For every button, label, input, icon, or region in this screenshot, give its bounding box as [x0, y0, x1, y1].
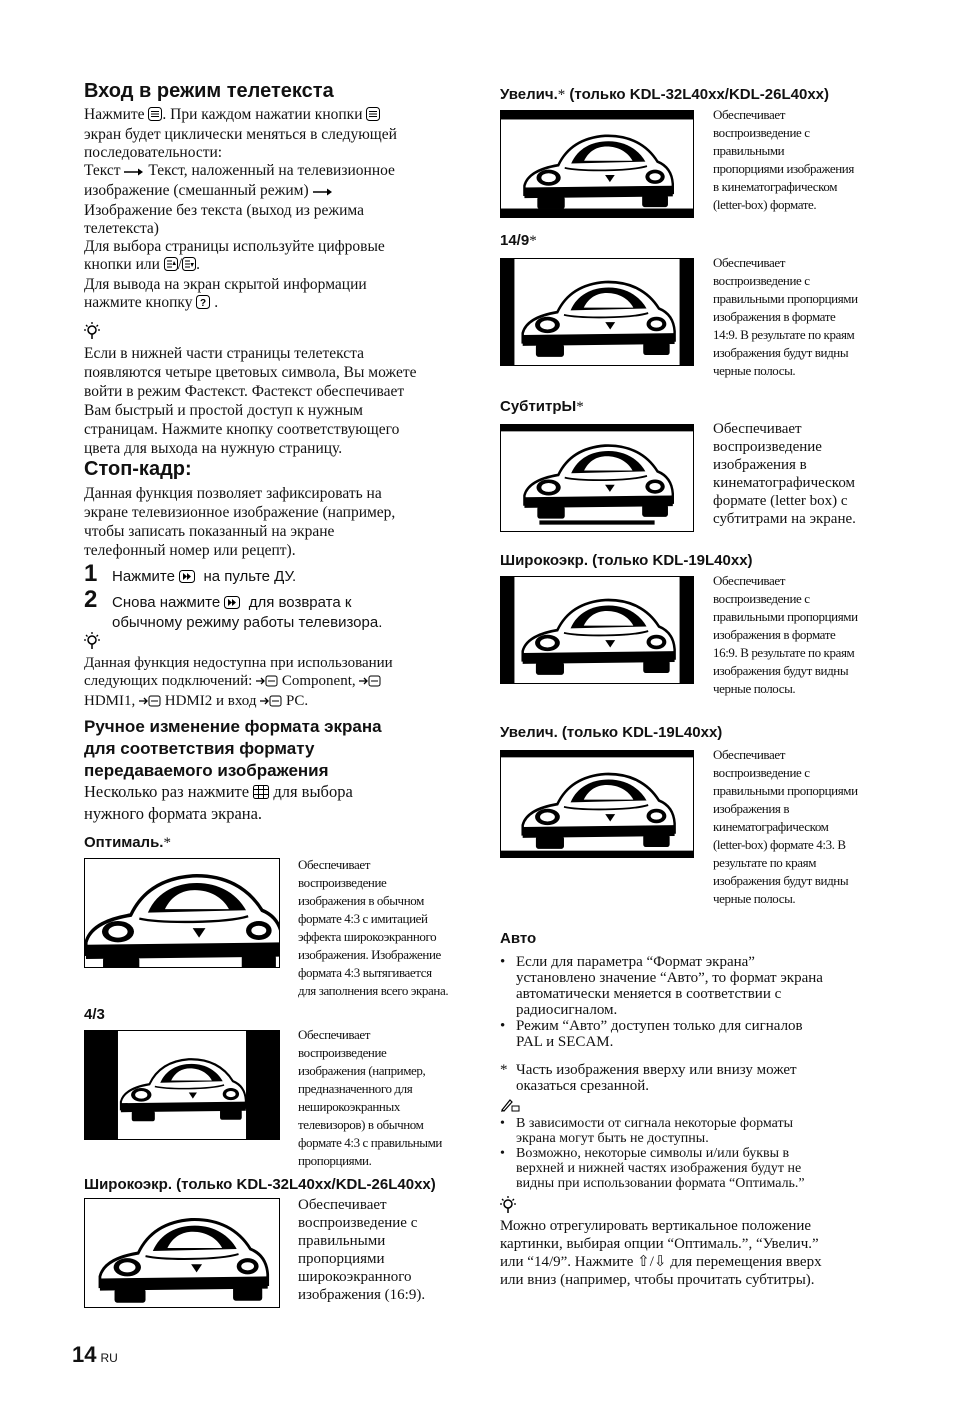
teletext-tip-line: страницам. Нажмите кнопку соответствующего	[84, 421, 400, 438]
teletext-line: экран будет циклически меняться в следующей	[84, 126, 397, 143]
page-number: 14	[72, 1342, 97, 1367]
step-2-c: обычному режиму работы телевизора.	[112, 614, 383, 631]
freeze-button-icon	[224, 596, 240, 614]
mode-caption: Обеспечивает воспроизведение с правильными пропорциями широкоэкранного изображения (16:9).	[298, 1197, 426, 1303]
auto-bullets	[500, 954, 880, 1050]
step-2-b: для возврата к	[248, 594, 352, 611]
format-preview-image	[500, 750, 694, 858]
teletext-line: Нажмите . При каждом нажатии кнопки	[84, 106, 464, 126]
freeze-tip-line: HDMI1, HDMI2 и вход PC.	[84, 692, 464, 712]
teletext-tip-line: цвета для выхода на нужную страницу.	[84, 440, 343, 457]
mode-caption: Обеспечивает воспроизведение с правильными пропорциями изображения в кинематографическом (letter-box) формате.	[713, 107, 854, 212]
note-bullet: • В зависимости от сигнала некоторые форматы экрана могут быть не доступны.	[500, 1116, 793, 1146]
input-icon	[256, 674, 278, 692]
mode-caption: Обеспечивает воспроизведение изображения в кинематографическом формате (letter box) с субтитрами на экране.	[713, 421, 856, 527]
auto-footnote	[500, 1062, 880, 1094]
format-title	[84, 716, 464, 782]
freeze-steps	[84, 560, 464, 632]
teletext-tip-line: Если в нижней части страницы телетекста	[84, 345, 365, 362]
teletext-tip	[84, 344, 464, 458]
bullet-mark: •	[500, 1018, 506, 1034]
format-preview-image	[500, 576, 694, 684]
freeze-button-icon	[179, 570, 195, 588]
freeze-tip-line: Данная функция недоступна при использовании	[84, 655, 393, 671]
note-icon	[500, 1098, 520, 1117]
mode-label: 4/3	[84, 1006, 105, 1023]
format-intro	[84, 782, 464, 824]
page-footer	[72, 1342, 118, 1368]
page-language: RU	[100, 1351, 118, 1365]
freeze-line: чтобы записать показанный на экране	[84, 523, 335, 540]
step-2-number: 2	[84, 586, 98, 613]
auto-tip-line: Можно отрегулировать вертикальное положение	[500, 1218, 812, 1234]
reveal-icon	[196, 295, 210, 314]
format-title-line: для соответствия формату	[84, 739, 315, 758]
input-icon	[359, 674, 381, 692]
step-2-a: Снова нажмите	[112, 594, 221, 611]
mode-caption: Обеспечивает воспроизведение с правильными пропорциями изображения в кинематографическом (letter-box) формате 4:3. В результате по краям изображения будут видны черные полосы.	[713, 747, 858, 906]
teletext-line: нажмите кнопку ? .	[84, 294, 464, 314]
input-icon	[260, 694, 282, 712]
format-title-line: передаваемого изображения	[84, 761, 329, 780]
auto-bullet: • Если для параметра “Формат экрана” установлено значение “Авто”, то формат экрана автоматически меняется в соответствии с радиосигналом.	[500, 954, 823, 1018]
mode-label: Оптималь.*	[84, 834, 171, 851]
format-preview-image	[500, 424, 694, 532]
wide-mode-icon	[253, 784, 269, 804]
teletext-icon	[366, 107, 380, 126]
mode-label: Широкоэкр. (только KDL-32L40xx/KDL-26L40xx)	[84, 1176, 436, 1193]
auto-tip-line: картинки, выбирая опции “Оптималь.”, “Увелич.”	[500, 1236, 819, 1252]
freeze-tip-line: следующих подключений: Component,	[84, 672, 464, 692]
arrow-icon	[313, 184, 333, 202]
bullet-mark: •	[500, 1146, 505, 1161]
teletext-tip-line: войти в режим Фастекст. Фастекст обеспечивает	[84, 383, 405, 400]
freeze-line: экране телевизионное изображение (например,	[84, 504, 396, 521]
mode-label: 14/9*	[500, 232, 537, 249]
page-down-icon	[182, 257, 196, 276]
mode-caption: Обеспечивает воспроизведение с правильными пропорциями изображения в формате 16:9. В результате по краям изображения будут видны черные полосы.	[713, 573, 858, 696]
input-icon	[139, 694, 161, 712]
freeze-line: телефонный номер или рецепт).	[84, 542, 296, 559]
freeze-tip	[84, 654, 464, 712]
up-arrow-icon: ⇧	[637, 1254, 650, 1270]
auto-tip-line: или “14/9”. Нажмите ⇧/⇩ для перемещения вверх	[500, 1254, 822, 1270]
mode-label: Увелич.* (только KDL-32L40xx/KDL-26L40xx)	[500, 86, 829, 103]
step-1-text	[112, 568, 296, 588]
mode-caption: Обеспечивает воспроизведение изображения (например, предназначенного для неширокоэкранных телевизоров) в обычном формате 4:3 с правильными пропорциями.	[298, 1027, 442, 1168]
format-title-line: Ручное изменение формата экрана	[84, 717, 382, 736]
mode-label: Увелич. (только KDL-19L40xx)	[500, 724, 723, 741]
teletext-line: Для вывода на экран скрытой информации	[84, 276, 367, 293]
teletext-icon	[148, 107, 162, 126]
teletext-line: телетекста)	[84, 220, 159, 237]
format-preview-image	[84, 858, 280, 968]
footnote-mark: *	[500, 1062, 508, 1078]
down-arrow-icon: ⇩	[653, 1254, 667, 1270]
tip-icon	[84, 322, 100, 345]
freeze-line: Данная функция позволяет зафиксировать на	[84, 485, 382, 502]
teletext-tip-line: Вам быстрый и простой доступ к нужным	[84, 402, 363, 419]
arrow-icon	[124, 164, 144, 182]
mode-caption: Обеспечивает воспроизведение изображения в обычном формате 4:3 с имитацией эффекта широкоэкранного изображения. Изображение формата 4:3 вытягивается для заполнения всего экрана.	[298, 857, 449, 998]
note-bullets	[500, 1116, 880, 1191]
format-preview-image	[84, 1030, 280, 1140]
step-1-a: Нажмите	[112, 568, 175, 585]
bullet-mark: •	[500, 954, 506, 970]
teletext-line: последовательности:	[84, 144, 223, 161]
mode-caption: Обеспечивает воспроизведение с правильными пропорциями изображения в формате 14:9. В результате по краям изображения будут видны черные полосы.	[713, 255, 858, 378]
footnote: * Часть изображения вверху или внизу может оказаться срезанной.	[500, 1062, 797, 1094]
teletext-body	[84, 106, 464, 314]
tip-icon	[500, 1196, 516, 1219]
auto-tip-line: или вниз (например, чтобы прочитать субтитры).	[500, 1272, 815, 1288]
note-bullet: • Возможно, некоторые символы и/или буквы в верхней и нижней частях изображения будут не видны при использовании формата “Оптималь.”	[500, 1146, 805, 1191]
bullet-mark: •	[500, 1116, 505, 1131]
auto-tip	[500, 1217, 880, 1289]
format-preview-image	[500, 258, 694, 366]
format-preview-image	[84, 1198, 280, 1308]
teletext-line: изображение (смешанный режим)	[84, 182, 464, 202]
teletext-title: Вход в режим телетекста	[84, 80, 334, 102]
auto-title: Авто	[500, 930, 537, 947]
format-preview-image	[500, 110, 694, 218]
step-1-b: на пульте ДУ.	[203, 568, 297, 585]
mode-label: СубтитрЫ*	[500, 398, 584, 415]
teletext-line: кнопки или / .	[84, 256, 464, 276]
format-intro-line: Несколько раз нажмите для выбора	[84, 782, 464, 804]
teletext-line: Изображение без текста (выход из режима	[84, 202, 364, 219]
mode-label: Широкоэкр. (только KDL-19L40xx)	[500, 552, 753, 569]
tip-icon	[84, 632, 100, 655]
auto-bullet: • Режим “Авто” доступен только для сигналов PAL и SECAM.	[500, 1018, 803, 1050]
teletext-line: Текст Текст, наложенный на телевизионное	[84, 162, 464, 182]
step-1-number: 1	[84, 560, 98, 587]
svg-text:?: ?	[200, 298, 207, 309]
teletext-line: Для выбора страницы используйте цифровые	[84, 238, 385, 255]
page-up-icon	[164, 257, 178, 276]
format-intro-line: нужного формата экрана.	[84, 804, 263, 823]
freeze-title: Стоп-кадр:	[84, 458, 192, 480]
teletext-tip-line: появляются четыре цветовых символа, Вы можете	[84, 364, 417, 381]
freeze-body	[84, 484, 464, 560]
step-2-text	[112, 594, 382, 632]
